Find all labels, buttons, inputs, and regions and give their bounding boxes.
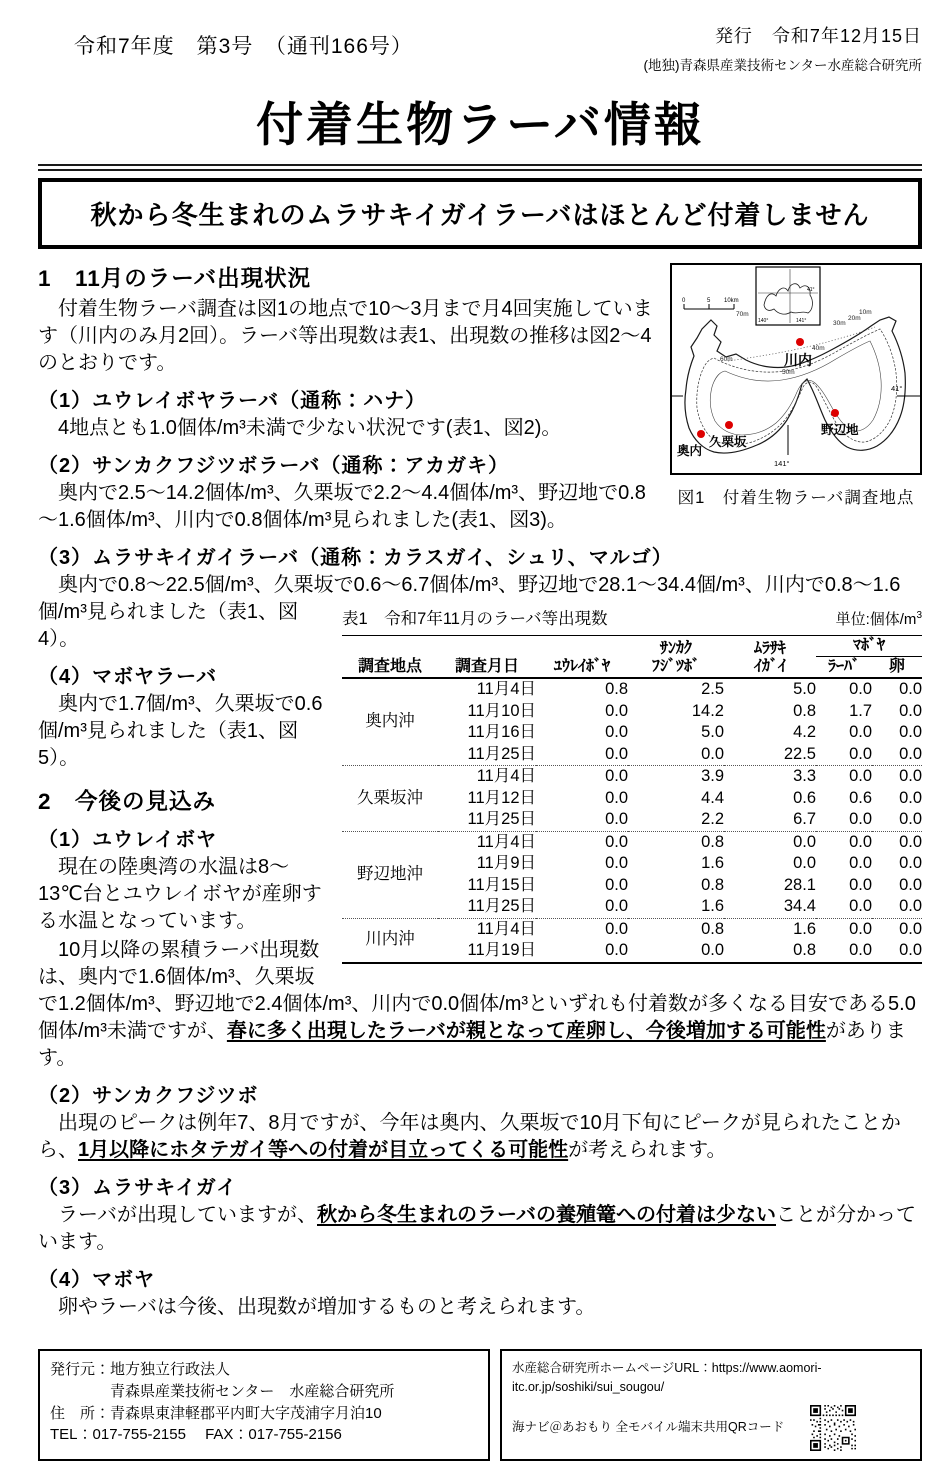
col-date: 調査月日	[438, 636, 536, 678]
table1-title: 表1 令和7年11月のラーバ等出現数	[342, 610, 608, 628]
table-row: 11月9日 0.0 1.6 0.0 0.0 0.0	[476, 854, 922, 872]
sub1-p2-pre: 10月以降の累積ラーバ出現数は、奥内で1.6個体/m³、久栗坂で1.2個体/m³、野辺地で2.4個体/m³、川内で0.0個体/m³といずれも付着数が多くなる目安である5.0個体/m³未満ですが、	[38, 939, 916, 1042]
main-content	[38, 261, 922, 1321]
station-dot-kurisaka	[725, 421, 733, 429]
publisher-line: 発行元：地方独立行政法人	[50, 1361, 231, 1378]
svg-text:41°: 41°	[807, 287, 815, 293]
figure1-map	[670, 263, 922, 508]
web-info-box	[500, 1349, 922, 1461]
publisher-line: 青森県産業技術センター 水産総合研究所	[50, 1382, 395, 1400]
headline-box	[38, 178, 922, 249]
svg-text:141°: 141°	[796, 318, 807, 324]
table-row: 久栗坂沖 11月4日 0.0 3.9 3.3 0.0 0.0	[342, 766, 922, 788]
sub2-underline: 1月以降にホタテガイ等への付着が目立ってくる可能性	[78, 1139, 569, 1161]
table-row: 11月25日 0.0 0.0 22.5 0.0 0.0	[467, 744, 922, 763]
publisher-info-box	[38, 1349, 490, 1461]
larva-count-table	[342, 636, 922, 964]
svg-text:30m: 30m	[833, 320, 846, 327]
table1	[342, 602, 922, 964]
sub1-p2-underline: 春に多く出現したラーバが親となって産卵し、今後増加する可能性	[226, 1020, 826, 1042]
sub2-post: が考えられます。	[568, 1139, 727, 1161]
svg-text:40m: 40m	[812, 345, 825, 352]
sub3-text-b: 0.8～1.6個/m³見られました（表1、図4）。	[38, 574, 901, 650]
svg-text:20m: 20m	[848, 315, 861, 322]
section2-sub2-text	[38, 1110, 922, 1164]
table-row: 川内沖 11月4日 0.0 0.8 1.6 0.0 0.0	[342, 918, 922, 940]
svg-text:140°: 140°	[758, 318, 769, 324]
station-dot-noheji	[831, 409, 839, 417]
sub2-pre: 出現のピークは例年7、8月ですが、今年は奥内、久栗坂で10月下旬にピークが見られたことから、	[38, 1112, 901, 1161]
col-station: 調査地点	[342, 636, 438, 678]
section2-heading: 2 今後の見込み	[38, 789, 217, 814]
figure1-caption: 図1 付着生物ラーバ調査地点	[677, 489, 915, 507]
section1-sub2-heading: （2）サンカクフジツボラーバ（通称：アカガキ）	[38, 455, 510, 477]
qr-label: 海ナビ＠あおもり 全モバイル端末共用QRコード	[512, 1420, 785, 1435]
page-title: 付着生物ラーバ情報	[256, 98, 704, 151]
svg-text:50m: 50m	[782, 369, 795, 376]
col-yureiboya: ﾕｳﾚｲﾎﾞﾔ	[536, 636, 628, 678]
sub3-pre: ラーバが出現していますが、	[38, 1204, 317, 1226]
publish-date: 発行 令和7年12月15日	[714, 26, 922, 46]
table-row: 奥内沖 11月4日 0.8 2.5 5.0 0.0 0.0	[365, 680, 922, 731]
svg-text:5: 5	[707, 298, 711, 304]
footer	[38, 1349, 922, 1461]
section1-sub1-heading: （1）ユウレイボヤラーバ（通称：ハナ）	[38, 390, 427, 412]
sub1-p2-post: があります。	[38, 1020, 906, 1069]
table-row: 11月19日 0.0 0.0 0.8 0.0 0.0	[467, 941, 922, 959]
col-maboya-egg: 卵	[872, 657, 922, 679]
section2-sub4-text: 卵やラーバは今後、出現数が増加するものと考えられます。	[38, 1296, 596, 1318]
section1-sub4-heading: （4）マボヤラーバ	[38, 666, 218, 688]
table-row: 11月16日 0.0 5.0 4.2 0.0 0.0	[467, 723, 922, 741]
sub3-text-a: 奥内で0.8～22.5個/m³、久栗坂で0.6～6.7個体/m³、野辺地で28.1～34.4個/m³、川内で	[38, 574, 825, 596]
section2-sub4-heading: （4）マボヤ	[38, 1269, 156, 1291]
table-row: 11月10日 0.0 14.2 0.8 1.7 0.0	[467, 701, 922, 720]
section1-sub1-text: 4地点とも1.0個体/m³未満で少ない状況です(表1、図2)。	[38, 417, 562, 439]
mutsu-bay-map	[670, 263, 922, 475]
masthead	[38, 22, 922, 74]
col-murasakiigai: ﾑﾗｻｷ ｲｶﾞｲ	[724, 636, 816, 678]
section1-sub4-text: 奥内で1.7個/m³、久栗坂で0.6個/m³見られました（表1、図5）。	[38, 693, 323, 769]
publication-block	[644, 22, 922, 74]
section2-sub1-p1: 現在の陸奥湾の水温は8～13℃台とユウレイボヤが産卵する水温となっています。	[38, 856, 322, 932]
tel-fax-line: TEL：017-755-2155 FAX：017-755-2156	[50, 1426, 342, 1444]
svg-text:0: 0	[682, 298, 686, 304]
svg-text:野辺地: 野辺地	[821, 423, 859, 437]
svg-text:41°: 41°	[891, 384, 903, 393]
section1-sub2-text: 奥内で2.5～14.2個体/m³、久栗坂で2.2～4.4個体/m³、野辺地で0.8～1.6個体/m³、川内で0.8個体/m³見られました(表1、図3)。	[38, 482, 646, 531]
qr-row	[512, 1405, 910, 1451]
address-line: 住 所：青森県東津軽郡平内町大字茂浦字月泊10	[50, 1404, 382, 1422]
sub3-post: ことが分かっています。	[38, 1204, 916, 1253]
svg-text:10km: 10km	[724, 298, 739, 304]
table-row: 11月25日 0.0 2.2 6.7 0.0 0.0	[467, 810, 922, 828]
section2-sub3-text	[38, 1202, 922, 1256]
svg-text:10m: 10m	[859, 309, 872, 316]
section2-sub1-heading: （1）ユウレイボヤ	[38, 829, 218, 851]
table1-title-row	[342, 602, 922, 636]
sub3-underline: 秋から冬生まれのラーバの養殖篭への付着は少ない	[317, 1204, 776, 1226]
section1-heading: 1 11月のラーバ出現状況	[38, 266, 312, 291]
table1-unit: 単位:個体$/m^3$	[835, 610, 922, 628]
table-row: 11月15日 0.0 0.8 28.1 0.0 0.0	[467, 875, 922, 894]
svg-text:141°: 141°	[774, 459, 790, 468]
table-row: 野辺地沖 11月4日 0.0 0.8 0.0 0.0 0.0	[342, 831, 922, 853]
svg-text:川内: 川内	[784, 352, 812, 368]
svg-text:60m: 60m	[720, 356, 733, 363]
section2-sub2-heading: （2）サンカクフジツボ	[38, 1085, 259, 1107]
col-sankakufujitsubo: ｻﾝｶｸ ﾌｼﾞﾂﾎﾞ	[628, 636, 724, 678]
svg-text:奥内: 奥内	[677, 444, 703, 458]
headline-text: 秋から冬生まれのムラサキイガイラーバはほとんど付着しません	[90, 200, 870, 230]
station-dot-okunai	[697, 430, 705, 438]
svg-text:久栗坂: 久栗坂	[709, 435, 747, 449]
station-dot-kawauchi	[796, 338, 804, 346]
map-inset	[756, 267, 820, 325]
section2-sub3-heading: （3）ムラサキイガイ	[38, 1177, 238, 1199]
qr-code	[810, 1405, 856, 1451]
double-rule	[38, 164, 922, 171]
svg-text:70m: 70m	[736, 311, 749, 318]
table-row: 11月12日 0.0 4.4 0.6 0.6 0.0	[467, 788, 922, 807]
col-maboya-larva: ﾗｰﾊﾞ	[816, 657, 872, 679]
section1-sub3-heading: （3）ムラサキイガイラーバ（通称：カラスガイ、シュリ、マルゴ）	[38, 547, 673, 569]
table-row: 11月25日 0.0 1.6 34.4 0.0 0.0	[467, 897, 922, 915]
homepage-url-line: 水産総合研究所ホームページURL：https://www.aomori-itc.or.jp/soshiki/sui_sougou/	[512, 1361, 822, 1394]
section1-intro: 付着生物ラーバ調査は図1の地点で10～3月まで月4回実施しています（川内のみ月2回）。ラーバ等出現数は表1、出現数の推移は図2～4のとおりです。	[38, 298, 653, 374]
publisher-name: (地独)青森県産業技術センター水産総合研究所	[643, 58, 922, 73]
issue-number: 令和7年度 第3号 （通刊166号）	[74, 35, 413, 58]
col-maboya: ﾏﾎﾞﾔ	[816, 636, 922, 657]
